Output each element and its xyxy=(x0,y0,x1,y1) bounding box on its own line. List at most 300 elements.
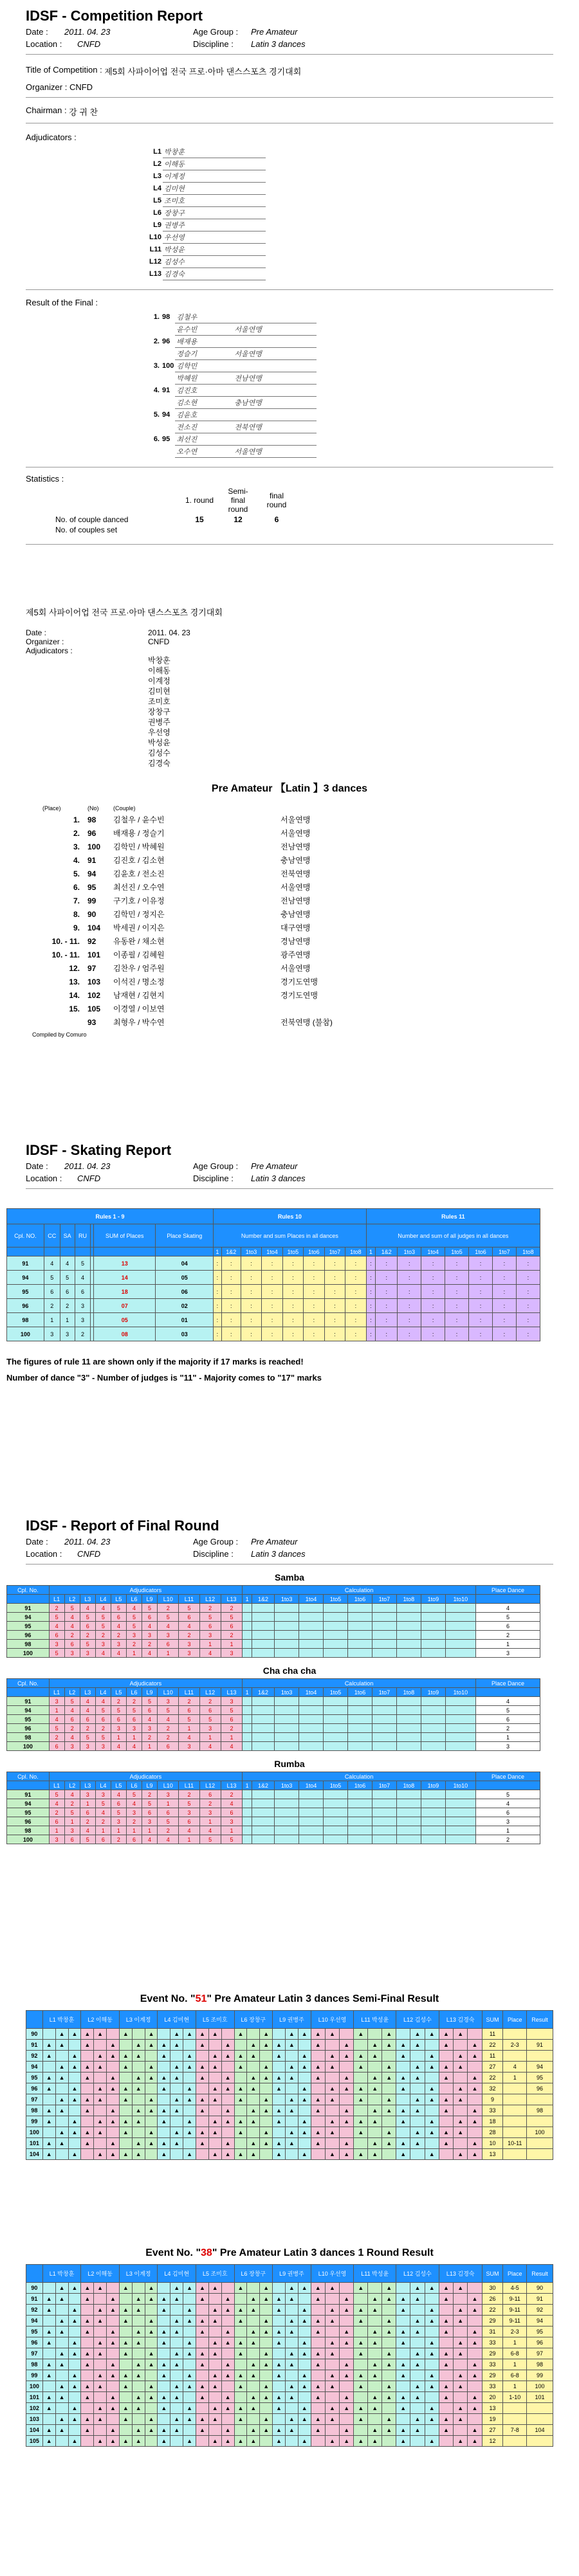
round-mark: ▲ xyxy=(81,2294,94,2305)
rule11-cell: : xyxy=(398,1299,421,1313)
final-lady: 김소현 xyxy=(175,397,233,409)
round-mark xyxy=(132,2348,145,2359)
round-mark: ▲ xyxy=(132,2370,145,2381)
calc-cell xyxy=(275,1826,299,1835)
rule11-place-col: 1to5 xyxy=(445,1247,469,1256)
summary-row xyxy=(39,880,405,894)
round-mark: ▲ xyxy=(354,2083,368,2094)
round-mark: ▲ xyxy=(439,2283,453,2294)
final-gap xyxy=(233,311,317,323)
judge-mark: 1 xyxy=(158,1799,179,1808)
round-mark xyxy=(354,2073,368,2083)
round-mark xyxy=(340,2316,354,2327)
rule10-cell: : xyxy=(282,1285,303,1299)
judge-mark: 4 xyxy=(64,1622,80,1631)
round-mark: ▲ xyxy=(454,2116,468,2127)
round-mark: ▲ xyxy=(311,2029,325,2040)
skating-head-blank xyxy=(60,1247,75,1256)
round-mark xyxy=(132,2381,145,2392)
round-mark: ▲ xyxy=(94,2436,107,2447)
judge-header: L9 권병주 xyxy=(273,2011,311,2029)
rule11-place-col: 1to3 xyxy=(398,1247,421,1256)
judge-mark: 5 xyxy=(142,1604,158,1613)
round-mark: ▲ xyxy=(273,2105,286,2116)
round-mark xyxy=(158,2029,170,2040)
round-mark: ▲ xyxy=(354,2381,368,2392)
round-mark xyxy=(170,2083,183,2094)
round-mark xyxy=(42,2348,55,2359)
calc-cell xyxy=(421,1613,445,1622)
round-mark: ▲ xyxy=(42,2138,55,2149)
round-mark xyxy=(42,2414,55,2425)
round-mark: ▲ xyxy=(454,2083,468,2094)
calc-cell xyxy=(275,1706,299,1715)
rule11-place-col: 1&2 xyxy=(376,1247,398,1256)
calc-cell xyxy=(445,1706,475,1715)
round-mark: ▲ xyxy=(468,2083,482,2094)
round-mark xyxy=(55,2436,68,2447)
round-mark: ▲ xyxy=(325,2348,339,2359)
round-mark: ▲ xyxy=(298,2283,311,2294)
final-place: 5. xyxy=(153,411,160,419)
calc-cell xyxy=(299,1790,324,1799)
round-mark xyxy=(340,2127,354,2138)
round-mark xyxy=(410,2116,425,2127)
round-mark: ▲ xyxy=(107,2116,120,2127)
summary-place: 9. xyxy=(73,923,80,932)
summary-no: 95 xyxy=(87,882,96,892)
round-mark: ▲ xyxy=(208,2149,221,2160)
calc-cell xyxy=(396,1826,421,1835)
round-mark: ▲ xyxy=(396,2040,410,2051)
round-mark: ▲ xyxy=(107,2392,120,2403)
round-sum: 20 xyxy=(482,2392,503,2403)
summary-region: 전북연맹 (불참) xyxy=(280,1018,333,1027)
adjudicator-name: 우선영 xyxy=(163,231,266,244)
round-mark: ▲ xyxy=(340,2138,354,2149)
summary-row xyxy=(39,813,405,826)
calc-cell xyxy=(243,1604,252,1613)
rule10-cell: : xyxy=(221,1256,241,1271)
round-mark: ▲ xyxy=(425,2436,439,2447)
round-mark: ▲ xyxy=(340,2294,354,2305)
round-mark: ▲ xyxy=(170,2294,183,2305)
round-mark xyxy=(410,2305,425,2316)
round-place: 1 xyxy=(503,2359,527,2370)
round-mark: ▲ xyxy=(55,2029,68,2040)
round-mark: ▲ xyxy=(454,2305,468,2316)
round-mark: ▲ xyxy=(68,2094,81,2105)
round-mark: ▲ xyxy=(247,2436,260,2447)
final-gap xyxy=(233,360,317,372)
calc-cell xyxy=(275,1799,299,1808)
round-mark: ▲ xyxy=(425,2337,439,2348)
summary-row xyxy=(39,1015,405,1029)
rule11-cell: : xyxy=(492,1313,516,1327)
calc-cell xyxy=(275,1790,299,1799)
round-row xyxy=(26,2051,553,2062)
rule11-cell: : xyxy=(469,1299,493,1313)
round-mark: ▲ xyxy=(410,2105,425,2116)
round-mark xyxy=(439,2083,453,2094)
judge-mark: 6 xyxy=(80,1808,95,1817)
calc-cell xyxy=(421,1835,445,1844)
round-mark: ▲ xyxy=(325,2403,339,2414)
round-mark xyxy=(107,2316,120,2327)
round-mark: ▲ xyxy=(273,2051,286,2062)
round-mark: ▲ xyxy=(119,2283,132,2294)
round-row xyxy=(26,2359,553,2370)
judge-mark: 6 xyxy=(179,1817,199,1826)
round-result xyxy=(527,2094,553,2105)
round-mark: ▲ xyxy=(396,2051,410,2062)
round-mark: ▲ xyxy=(119,2305,132,2316)
round-place: 6-8 xyxy=(503,2348,527,2359)
judge-header: L4 김미현 xyxy=(158,2265,196,2283)
calc-cell xyxy=(372,1733,396,1742)
summary-couple: 김학민 / 박혜원 xyxy=(113,842,165,851)
round-place xyxy=(503,2105,527,2116)
judge-code: L9 xyxy=(142,1595,158,1604)
round-mark: ▲ xyxy=(119,2116,132,2127)
calc-cell xyxy=(324,1790,348,1799)
judge-code: L11 xyxy=(179,1595,199,1604)
organizer-row: Organizer : CNFD xyxy=(26,82,93,92)
round-mark xyxy=(273,2127,286,2138)
round-mark: ▲ xyxy=(158,2051,170,2062)
round-mark: ▲ xyxy=(285,2348,298,2359)
round-mark: ▲ xyxy=(158,2403,170,2414)
judge-mark: 4 xyxy=(111,1742,126,1751)
round-mark xyxy=(273,2062,286,2073)
round-mark xyxy=(410,2083,425,2094)
round-mark: ▲ xyxy=(42,2370,55,2381)
final-result-row xyxy=(148,336,317,348)
adjudicator-name: 장창구 xyxy=(163,207,266,219)
rule10-cell: : xyxy=(304,1299,324,1313)
skating-note-2: Number of dance "3" - Number of judges is "11" - Majority comes to "17" marks xyxy=(6,1373,322,1383)
round-mark: ▲ xyxy=(454,2094,468,2105)
round-mark: ▲ xyxy=(298,2083,311,2094)
round-mark: ▲ xyxy=(132,2403,145,2414)
rule11-cell: : xyxy=(516,1271,540,1285)
judge-mark: 6 xyxy=(158,1742,179,1751)
round-mark xyxy=(425,2392,439,2403)
round-mark: ▲ xyxy=(354,2316,368,2327)
calc-cell xyxy=(348,1799,372,1808)
sum-header: SUM xyxy=(482,2011,503,2029)
round-mark xyxy=(183,2327,196,2337)
round-row xyxy=(26,2029,553,2040)
round-mark: ▲ xyxy=(340,2305,354,2316)
skating-dance-place: 4 xyxy=(75,1271,91,1285)
calc-cell xyxy=(243,1631,252,1640)
calc-cell xyxy=(243,1799,252,1808)
round-mark: ▲ xyxy=(183,2283,196,2294)
round-mark xyxy=(170,2116,183,2127)
rule10-cell: : xyxy=(345,1327,367,1341)
round-mark: ▲ xyxy=(145,2381,158,2392)
location-row: Location : CNFD Discipline : Latin 3 dances xyxy=(26,39,306,49)
round-mark: ▲ xyxy=(368,2370,382,2381)
dance-place: 5 xyxy=(476,1706,540,1715)
round-mark: ▲ xyxy=(55,2381,68,2392)
round-mark xyxy=(439,2051,453,2062)
round-mark: ▲ xyxy=(468,2370,482,2381)
round-mark xyxy=(354,2425,368,2436)
round-mark xyxy=(119,2294,132,2305)
calc-col: 1&2 xyxy=(252,1688,274,1697)
round-mark: ▲ xyxy=(119,2370,132,2381)
skating-dance-place: 4 xyxy=(44,1256,60,1271)
final-empty xyxy=(148,421,161,433)
judge-mark: 5 xyxy=(95,1622,111,1631)
round-mark: ▲ xyxy=(94,2029,107,2040)
summary-no: 102 xyxy=(87,990,101,1000)
round-row xyxy=(26,2381,553,2392)
round-mark xyxy=(158,2062,170,2073)
round-mark: ▲ xyxy=(439,2359,453,2370)
round-mark xyxy=(107,2348,120,2359)
date-row: Date : 2011. 04. 23 Age Group : Pre Amateur xyxy=(26,27,298,37)
round-mark: ▲ xyxy=(410,2127,425,2138)
round-couple: 99 xyxy=(26,2116,43,2127)
round-mark xyxy=(55,2051,68,2062)
dance-place: 6 xyxy=(476,1808,540,1817)
round-mark: ▲ xyxy=(325,2316,339,2327)
round-mark: ▲ xyxy=(285,2040,298,2051)
dance-name: Samba xyxy=(275,1572,304,1583)
dance-head-row xyxy=(7,1772,540,1781)
round-mark xyxy=(55,2403,68,2414)
round-mark: ▲ xyxy=(354,2348,368,2359)
round-mark: ▲ xyxy=(468,2073,482,2083)
round-result: 104 xyxy=(527,2425,553,2436)
skating-dance-place: 3 xyxy=(75,1299,91,1313)
dance-row xyxy=(7,1622,540,1631)
round-mark xyxy=(368,2348,382,2359)
round-mark: ▲ xyxy=(234,2083,247,2094)
round-mark: ▲ xyxy=(285,2127,298,2138)
round-mark: ▲ xyxy=(340,2436,354,2447)
final-result-row xyxy=(148,433,317,446)
final-result-row-2 xyxy=(148,323,317,336)
judge-code: L6 xyxy=(126,1595,142,1604)
rule10-cell: : xyxy=(214,1271,222,1285)
calc-cell xyxy=(348,1706,372,1715)
round-mark: ▲ xyxy=(208,2051,221,2062)
round-mark: ▲ xyxy=(42,2105,55,2116)
round-head-row xyxy=(26,2011,553,2029)
final-empty xyxy=(161,446,175,458)
judge-mark: 6 xyxy=(64,1835,80,1844)
summary-adjudicators-list xyxy=(148,655,170,768)
round-mark: ▲ xyxy=(439,2029,453,2040)
final-lady: 윤수빈 xyxy=(175,323,233,336)
calc-cell xyxy=(275,1724,299,1733)
round-mark xyxy=(221,2127,234,2138)
round-mark xyxy=(247,2094,260,2105)
round-mark: ▲ xyxy=(468,2392,482,2403)
round-mark: ▲ xyxy=(273,2370,286,2381)
judge-mark: 2 xyxy=(111,1835,126,1844)
calc-cell xyxy=(324,1697,348,1706)
calc-cell xyxy=(299,1835,324,1844)
summary-row xyxy=(39,961,405,975)
round-mark: ▲ xyxy=(382,2425,396,2436)
rule11-place-col: 1to6 xyxy=(469,1247,493,1256)
round-mark xyxy=(107,2127,120,2138)
round-mark: ▲ xyxy=(158,2370,170,2381)
sum-header: SUM xyxy=(482,2265,503,2283)
calc-cell xyxy=(275,1808,299,1817)
skating-sum: 18 xyxy=(94,1285,156,1299)
round-mark xyxy=(94,2392,107,2403)
round-mark: ▲ xyxy=(55,2392,68,2403)
round-mark: ▲ xyxy=(221,2305,234,2316)
dance-place: 2 xyxy=(476,1631,540,1640)
dance-place: 1 xyxy=(476,1826,540,1835)
calc-cell xyxy=(299,1697,324,1706)
round-mark: ▲ xyxy=(247,2138,260,2149)
round-mark: ▲ xyxy=(81,2127,94,2138)
round-mark: ▲ xyxy=(285,2425,298,2436)
judge-mark: 5 xyxy=(64,1604,80,1613)
judge-mark: 3 xyxy=(179,1808,199,1817)
round-mark xyxy=(145,2337,158,2348)
round-mark: ▲ xyxy=(382,2348,396,2359)
round-mark: ▲ xyxy=(55,2105,68,2116)
calc-cell xyxy=(421,1817,445,1826)
round-mark: ▲ xyxy=(196,2392,209,2403)
dance-row xyxy=(7,1808,540,1817)
round-mark xyxy=(170,2149,183,2160)
round-mark: ▲ xyxy=(132,2073,145,2083)
calc-cell xyxy=(396,1622,421,1631)
round-mark xyxy=(81,2305,94,2316)
judge-mark: 4 xyxy=(49,1622,64,1631)
round-place: 2-3 xyxy=(503,2327,527,2337)
round-mark: ▲ xyxy=(285,2294,298,2305)
round-mark: ▲ xyxy=(42,2436,55,2447)
round-mark: ▲ xyxy=(273,2392,286,2403)
final-region: 충남연맹 xyxy=(233,397,317,409)
judge-mark: 6 xyxy=(49,1742,64,1751)
final-region: 서울연맹 xyxy=(233,446,317,458)
round-mark xyxy=(298,2392,311,2403)
round-sum: 30 xyxy=(482,2283,503,2294)
round-mark: ▲ xyxy=(81,2040,94,2051)
round-mark: ▲ xyxy=(81,2105,94,2116)
judge-mark: 4 xyxy=(111,1622,126,1631)
round-mark: ▲ xyxy=(94,2305,107,2316)
round-mark: ▲ xyxy=(260,2094,273,2105)
round-mark: ▲ xyxy=(285,2359,298,2370)
rule11-cell: : xyxy=(445,1327,469,1341)
round-mark xyxy=(158,2094,170,2105)
rule11-cell: : xyxy=(398,1327,421,1341)
round-mark: ▲ xyxy=(145,2392,158,2403)
judge-mark: 1 xyxy=(221,1640,242,1649)
round-mark: ▲ xyxy=(145,2316,158,2327)
round-mark: ▲ xyxy=(68,2316,81,2327)
calc-cell xyxy=(445,1817,475,1826)
round-mark: ▲ xyxy=(285,2414,298,2425)
judge-mark: 1 xyxy=(95,1826,111,1835)
round-mark xyxy=(354,2392,368,2403)
judge-mark: 3 xyxy=(199,1808,221,1817)
competition-report-title: IDSF - Competition Report xyxy=(26,8,203,24)
round-mark: ▲ xyxy=(234,2062,247,2073)
round-mark: ▲ xyxy=(285,2327,298,2337)
judge-code: L9 xyxy=(142,1688,158,1697)
dance-cpl: 91 xyxy=(7,1604,50,1613)
round-mark: ▲ xyxy=(340,2359,354,2370)
round-mark xyxy=(273,2316,286,2327)
judge-code: L10 xyxy=(158,1688,179,1697)
round-mark: ▲ xyxy=(425,2051,439,2062)
round-mark xyxy=(158,2414,170,2425)
judge-mark: 4 xyxy=(142,1835,158,1844)
judge-mark: 3 xyxy=(111,1724,126,1733)
rule10-place-col: 1&2 xyxy=(221,1247,241,1256)
round-couple: 105 xyxy=(26,2436,43,2447)
round-mark: ▲ xyxy=(170,2348,183,2359)
final-empty xyxy=(161,397,175,409)
round-result: 94 xyxy=(527,2062,553,2073)
calc-cell xyxy=(396,1706,421,1715)
calc-cell xyxy=(252,1715,274,1724)
round-mark: ▲ xyxy=(119,2381,132,2392)
round-mark xyxy=(68,2392,81,2403)
summary-no: 99 xyxy=(87,896,96,905)
calc-cell xyxy=(348,1733,372,1742)
round-couple: 97 xyxy=(26,2094,43,2105)
round-mark xyxy=(285,2403,298,2414)
blank xyxy=(476,1688,540,1697)
skating-row xyxy=(7,1256,540,1271)
rule10-cell: : xyxy=(214,1327,222,1341)
calc-col: 1to9 xyxy=(421,1688,445,1697)
summary-no: 100 xyxy=(87,842,101,851)
round-mark xyxy=(208,2105,221,2116)
round-row xyxy=(26,2116,553,2127)
round-mark: ▲ xyxy=(298,2051,311,2062)
final-result-row-2 xyxy=(148,397,317,409)
rule10-cell: : xyxy=(324,1256,345,1271)
judge-mark: 5 xyxy=(111,1808,126,1817)
round-row xyxy=(26,2327,553,2337)
round-mark xyxy=(183,2294,196,2305)
result-header: Result xyxy=(527,2265,553,2283)
skating-dance-place: 5 xyxy=(75,1256,91,1271)
round-mark: ▲ xyxy=(208,2436,221,2447)
round-mark: ▲ xyxy=(158,2337,170,2348)
judge-mark: 3 xyxy=(126,1724,142,1733)
round-sum: 27 xyxy=(482,2062,503,2073)
judge-mark: 4 xyxy=(111,1790,126,1799)
round-sum: 33 xyxy=(482,2105,503,2116)
round-mark: ▲ xyxy=(42,2149,55,2160)
round-result xyxy=(527,2116,553,2127)
round-mark xyxy=(94,2425,107,2436)
summary-no: 96 xyxy=(87,828,96,838)
calc-col: 1to3 xyxy=(275,1781,299,1790)
round-mark: ▲ xyxy=(340,2105,354,2116)
judge-mark: 1 xyxy=(49,1706,64,1715)
dance-cpl: 96 xyxy=(7,1817,50,1826)
skating-dance-place: 3 xyxy=(60,1327,75,1341)
